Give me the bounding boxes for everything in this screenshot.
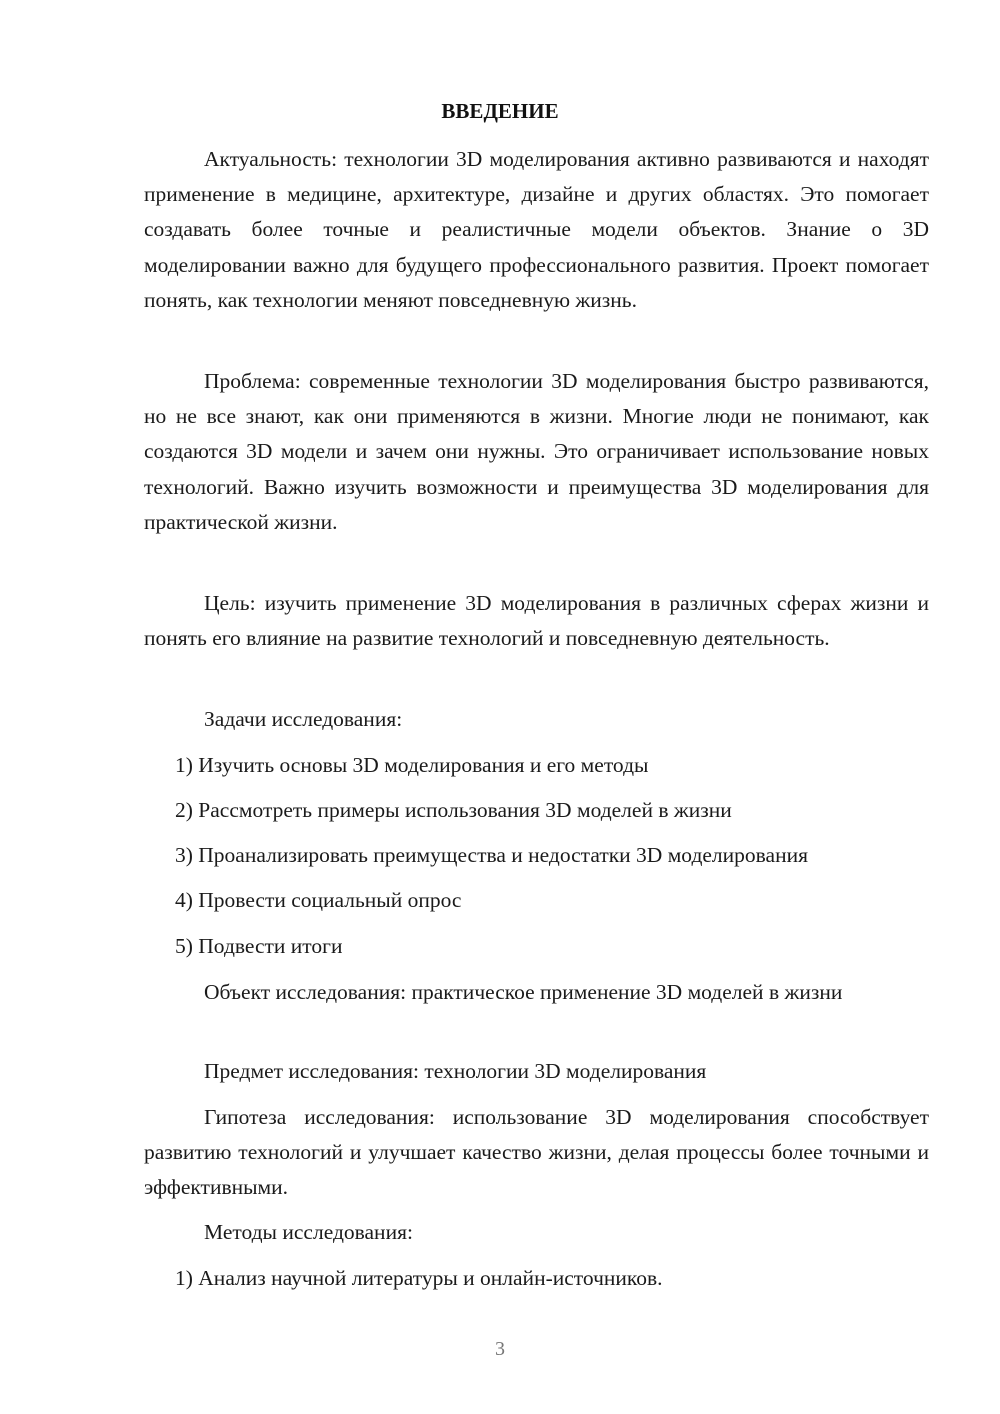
hypothesis-paragraph: Гипотеза исследования: использование 3D моделирования способствует развитию технологий и улучшает качество жизни, делая процессы более точными и эффективными. xyxy=(144,1105,929,1200)
method-item: 1) Анализ научной литературы и онлайн-источников. xyxy=(175,1266,663,1290)
goal-paragraph: Цель: изучить применение 3D моделирования в различных сферах жизни и понять его влияние на развитие технологий и повседневную деятельность. xyxy=(144,591,929,651)
task-item: 3) Проанализировать преимущества и недостатки 3D моделирования xyxy=(175,843,808,867)
page-number: 3 xyxy=(495,1338,505,1360)
problem-block xyxy=(144,364,929,540)
page-title: ВВЕДЕНИЕ xyxy=(441,99,559,123)
hypothesis-block xyxy=(144,1100,929,1206)
task-item: 2) Рассмотреть примеры использования 3D моделей в жизни xyxy=(175,798,732,822)
subject-line: Предмет исследования: технологии 3D моделирования xyxy=(204,1059,707,1083)
task-item: 5) Подвести итоги xyxy=(175,934,343,958)
task-item: 1) Изучить основы 3D моделирования и его методы xyxy=(175,753,649,777)
tasks-heading: Задачи исследования: xyxy=(204,707,403,731)
relevance-block xyxy=(144,142,929,318)
problem-paragraph: Проблема: современные технологии 3D моделирования быстро развиваются, но не все знают, как они применяются в жизни. Многие люди не понимают, как создаются 3D модели и зачем они нужны. Это ограничивает использование новых технологий. Важно изучить возможности и преимущества 3D моделирования для практической жизни. xyxy=(144,369,929,534)
goal-block xyxy=(144,586,929,656)
object-paragraph: Объект исследования: практическое применение 3D моделей в жизни xyxy=(204,980,843,1004)
object-block xyxy=(144,975,929,1010)
task-item: 4) Провести социальный опрос xyxy=(175,888,462,912)
methods-heading: Методы исследования: xyxy=(204,1220,413,1244)
relevance-paragraph: Актуальность: технологии 3D моделирования активно развиваются и находят применение в медицине, архитектуре, дизайне и других областях. Это помогает создавать более точные и реалистичные модели объектов. Знание о 3D моделировании важно для будущего профессионального развития. Проект помогает понять, как технологии меняют повседневную жизнь. xyxy=(144,147,929,312)
